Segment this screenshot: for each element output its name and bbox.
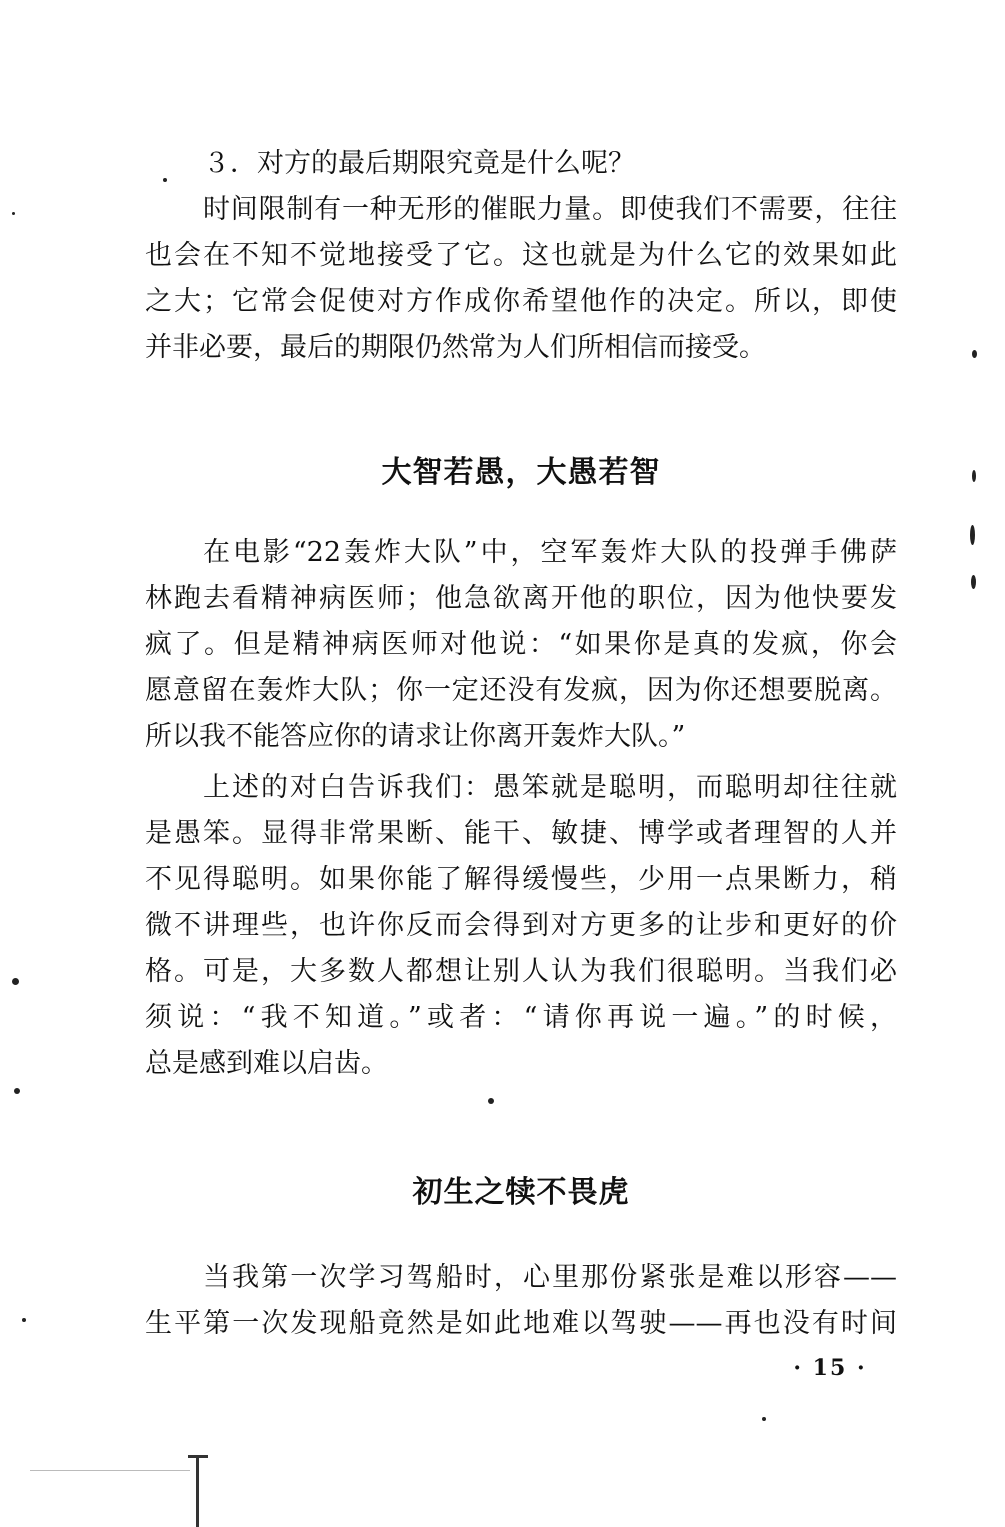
section-two-para-two bbox=[145, 765, 897, 1087]
section-two-para-one bbox=[145, 530, 897, 760]
scan-speck bbox=[762, 1417, 766, 1421]
text-line: 也会在不知不觉地接受了它。这也就是为什么它的效果如此 bbox=[145, 240, 897, 271]
text-line: 所以我不能答应你的请求让你离开轰炸大队。” bbox=[145, 721, 686, 752]
text-line: 微不讲理些，也许你反而会得到对方更多的让步和更好的价 bbox=[145, 910, 897, 941]
scan-speck bbox=[12, 978, 19, 985]
scan-speck bbox=[970, 525, 975, 545]
text-line: 并非必要，最后的期限仍然常为人们所相信而接受。 bbox=[145, 332, 766, 363]
section-heading: 大智若愚，大愚若智 bbox=[381, 455, 661, 490]
text-line: 不见得聪明。如果你能了解得缓慢些，少用一点果断力，稍 bbox=[145, 864, 897, 895]
text-line: 愿意留在轰炸大队；你一定还没有发疯，因为你还想要脱离。 bbox=[145, 675, 897, 706]
scan-speck bbox=[488, 1098, 494, 1104]
scan-speck bbox=[12, 212, 15, 215]
scan-speck bbox=[972, 470, 976, 482]
scan-speck bbox=[163, 178, 167, 182]
text-line: 格。可是，大多数人都想让别人认为我们很聪明。当我们必 bbox=[145, 956, 897, 987]
text-line: 时间限制有一种无形的催眠力量。即使我们不需要，往往 bbox=[203, 194, 897, 225]
text-line: 当我第一次学习驾船时，心里那份紧张是难以形容—— bbox=[203, 1262, 897, 1293]
text-line: 林跑去看精神病医师；他急欲离开他的职位，因为他快要发 bbox=[145, 583, 897, 614]
text-line: 疯了。但是精神病医师对他说：“如果你是真的发疯，你会 bbox=[145, 629, 897, 660]
text-line: 须说：“我不知道。”或者：“请你再说一遍。”的时候， bbox=[145, 1002, 897, 1033]
section-one bbox=[145, 141, 897, 371]
scan-speck bbox=[22, 1318, 26, 1322]
scan-speck bbox=[14, 1088, 20, 1094]
text-line: 总是感到难以启齿。 bbox=[145, 1048, 388, 1079]
question-line: ３．对方的最后期限究竟是什么呢？ bbox=[203, 148, 635, 179]
text-line: 之大；它常会促使对方作成你希望他作的决定。所以，即使 bbox=[145, 286, 897, 317]
text-line: 在电影“22轰炸大队”中，空军轰炸大队的投弹手佛萨 bbox=[203, 537, 897, 568]
text-line: 是愚笨。显得非常果断、能干、敏捷、博学或者理智的人并 bbox=[145, 818, 897, 849]
scan-speck bbox=[971, 575, 976, 589]
section-three-para-one bbox=[145, 1255, 897, 1347]
page-number: · 15 · bbox=[793, 1355, 867, 1381]
section-heading: 初生之犊不畏虎 bbox=[412, 1175, 630, 1210]
scan-line bbox=[30, 1470, 190, 1471]
text-line: 生平第一次发现船竟然是如此地难以驾驶——再也没有时间 bbox=[145, 1308, 897, 1339]
scan-speck bbox=[972, 350, 977, 358]
binding-mark bbox=[196, 1455, 199, 1527]
text-line: 上述的对白告诉我们：愚笨就是聪明，而聪明却往往就 bbox=[203, 772, 897, 803]
